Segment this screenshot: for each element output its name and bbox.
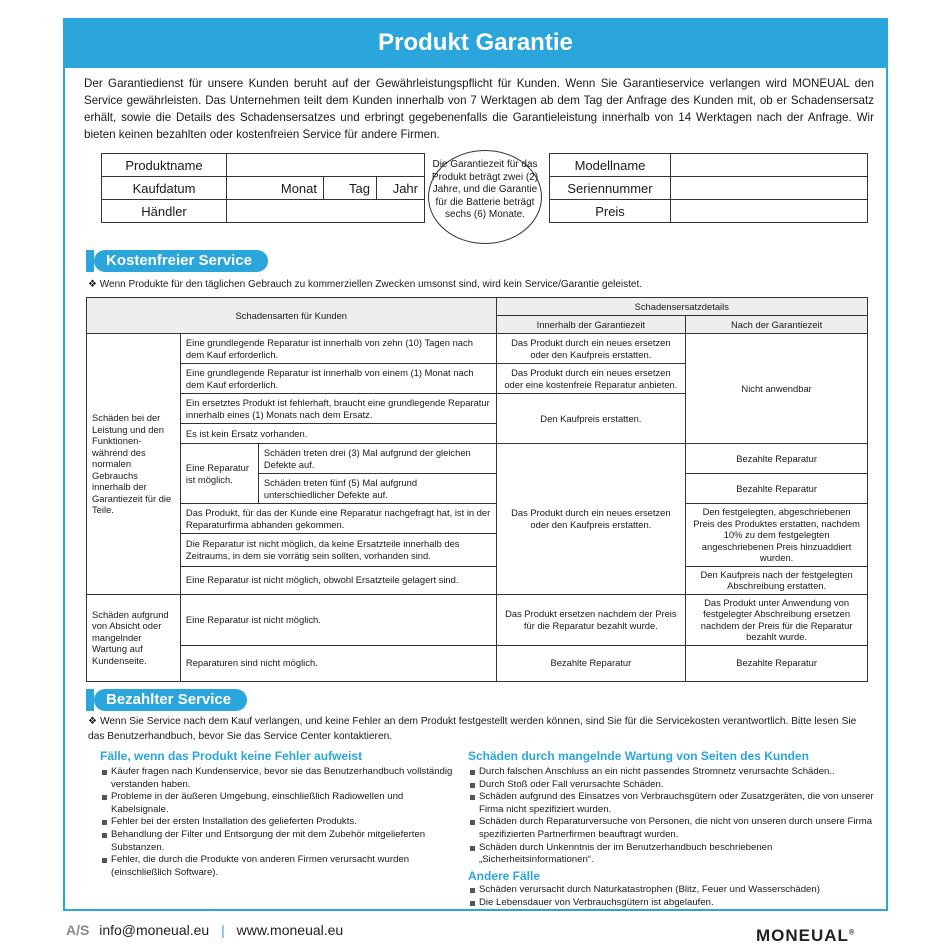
footer-web-link[interactable]: www.moneual.eu bbox=[236, 922, 344, 938]
within-cell: Den Kaufpreis erstatten. bbox=[496, 394, 686, 444]
intro-paragraph: Der Garantiedienst für unsere Kunden beruht auf der Gewährleistungspflicht für Kunden. Wenn Sie Garantieservice verlangen wird MONEUAL den Service gewährleisten. Das Unternehmen teilt dem Kunden innerhalb von 7 Werktagen ab dem Tag der Anfrage des Kunden mit, ob er Schadensersatz erhält, sowie die Details des Schadensersatzes und erbringt gegebenenfalls die Garantieleistung innerhalb von 14 Werktagen nach der Anfrage. Wir bieten keinen bezahlten oder kostenfreien Service für andere Firmen. bbox=[84, 77, 874, 141]
other-cases-title: Andere Fälle bbox=[468, 869, 541, 883]
free-service-title: Kostenfreier Service bbox=[106, 252, 252, 269]
kaufdatum-label: Kaufdatum bbox=[102, 177, 227, 200]
list-item: Fehler bei der ersten Installation des gelieferten Produkts. bbox=[102, 816, 462, 829]
other-cases-list bbox=[470, 884, 876, 909]
after-cell: Bezahlte Reparatur bbox=[686, 444, 868, 474]
after-cell: Das Produkt unter Anwendung von festgelegter Abschreibung ersetzen nachdem der Preis für die Reparatur bezahlt wurde. bbox=[686, 594, 868, 645]
page-title: Produkt Garantie bbox=[63, 18, 888, 68]
group-misuse: Schäden aufgrund von Absicht oder mangelnder Wartung auf Kundenseite. bbox=[87, 594, 181, 681]
table-row: Reparaturen sind nicht möglich. bbox=[180, 645, 496, 681]
maintenance-list bbox=[470, 766, 876, 867]
list-item: Durch Stoß oder Fall verursachte Schäden. bbox=[470, 779, 876, 792]
table-row: Die Reparatur ist nicht möglich, da keine Ersatzteile innerhalb des Zeitraums, in dem sie vorrätig sein sollten, vorhanden sind. bbox=[180, 534, 496, 566]
table-row: Ein ersetztes Produkt ist fehlerhaft, braucht eine grundlegende Reparatur innerhalb eines (1) Monats nach dem Ersatz. bbox=[180, 394, 496, 424]
list-item: Schäden durch Reparaturversuche von Personen, die nicht von unseren durch unsere Firma spezifizierten Partnerfirmen beauftragt wurden. bbox=[470, 816, 876, 841]
as-label: A/S bbox=[66, 922, 90, 938]
logo-registered-mark: ® bbox=[848, 929, 856, 937]
table-row: Es ist kein Ersatz vorhanden. bbox=[180, 424, 496, 444]
list-item: Käufer fragen nach Kundenservice, bevor sie das Benutzerhandbuch vollständig verstanden haben. bbox=[102, 766, 462, 791]
after-cell: Bezahlte Reparatur bbox=[686, 474, 868, 504]
seriennummer-label: Seriennummer bbox=[550, 177, 671, 200]
no-defect-list bbox=[102, 766, 462, 879]
footer-contact bbox=[66, 922, 343, 938]
within-cell: Das Produkt durch ein neues ersetzen oder den Kaufpreis erstatten. bbox=[496, 444, 686, 595]
monat-field[interactable]: Monat bbox=[227, 177, 324, 200]
produktname-label: Produktname bbox=[102, 154, 227, 177]
footer-separator: | bbox=[221, 922, 225, 938]
after-cell: Den Kaufpreis nach der festgelegten Abschreibung erstatten. bbox=[686, 566, 868, 594]
free-service-note: ❖ Wenn Produkte für den täglichen Gebrauch zu kommerziellen Zwecken umsonst sind, wird kein Service/Garantie geleistet. bbox=[88, 279, 643, 290]
within-cell: Das Produkt durch ein neues ersetzen oder den Kaufpreis erstatten. bbox=[496, 334, 686, 364]
table-row: Das Produkt, für das der Kunde eine Reparatur nachgefragt hat, ist in der Reparaturfirma abhanden gekommen. bbox=[180, 504, 496, 534]
haendler-label: Händler bbox=[102, 200, 227, 223]
list-item: Fehler, die durch die Produkte von anderen Firmen verursacht wurden (einschließlich Software). bbox=[102, 854, 462, 879]
tag-field[interactable]: Tag bbox=[324, 177, 377, 200]
seriennummer-field[interactable] bbox=[671, 177, 868, 200]
damage-types-header: Schadensarten für Kunden bbox=[87, 298, 497, 334]
preis-field[interactable] bbox=[671, 200, 868, 223]
jahr-field[interactable]: Jahr bbox=[377, 177, 425, 200]
list-item: Behandlung der Filter und Entsorgung der mit dem Zubehör mitgelieferten Substanzen. bbox=[102, 829, 462, 854]
list-item: Schäden durch Unkenntnis der im Benutzerhandbuch beschriebenen „Sicherheitsinformationen“. bbox=[470, 842, 876, 867]
table-row: Eine grundlegende Reparatur ist innerhalb von zehn (10) Tagen nach dem Kauf erforderlich. bbox=[180, 334, 496, 364]
within-cell: Das Produkt durch ein neues ersetzen oder eine kostenfreie Reparatur anbieten. bbox=[496, 364, 686, 394]
paid-service-note: ❖ Wenn Sie Service nach dem Kauf verlangen, und keine Fehler an dem Produkt festgestellt werden können, sind Sie für die Servicekosten verantwortlich. Bitte lesen Sie das Benutzerhandbuch, bevor Sie das Service Center kontaktieren. bbox=[88, 716, 857, 742]
repair-possible-label: Eine Reparatur ist möglich. bbox=[180, 444, 258, 504]
table-row: Eine Reparatur ist nicht möglich, obwohl Ersatzteile gelagert sind. bbox=[180, 566, 496, 594]
table-row: Schäden treten drei (3) Mal aufgrund der gleichen Defekte auf. bbox=[258, 444, 496, 474]
after-cell: Nicht anwendbar bbox=[686, 334, 868, 444]
table-row: Schäden treten fünf (5) Mal aufgrund unterschiedlicher Defekte auf. bbox=[258, 474, 496, 504]
damage-table bbox=[86, 297, 868, 682]
group-normal-use: Schäden bei der Leistung und den Funktionen- während des normalen Gebrauchs innerhalb der Garantiezeit für die Teile. bbox=[87, 334, 181, 595]
list-item: Schäden aufgrund des Einsatzes von Verbrauchsgütern oder Zusatzgeräten, die von unserer Firma nicht spezifiziert wurden. bbox=[470, 791, 876, 816]
within-header: Innerhalb der Garantiezeit bbox=[496, 316, 686, 334]
details-header: Schadensersatzdetails bbox=[496, 298, 868, 316]
after-cell: Den festgelegten, abgeschriebenen Preis des Produktes erstatten, nachdem 10% zu dem festgelegten angeschriebenen Preis hinzuaddiert wurden. bbox=[686, 504, 868, 567]
after-cell: Bezahlte Reparatur bbox=[686, 645, 868, 681]
haendler-field[interactable] bbox=[227, 200, 425, 223]
model-info-table bbox=[549, 153, 868, 223]
table-row: Eine Reparatur ist nicht möglich. bbox=[180, 594, 496, 645]
paid-service-title: Bezahlter Service bbox=[106, 691, 232, 708]
no-defect-title: Fälle, wenn das Produkt keine Fehler aufweist bbox=[100, 749, 363, 763]
maintenance-title: Schäden durch mangelnde Wartung von Seiten des Kunden bbox=[468, 749, 809, 763]
list-item: Probleme in der äußeren Umgebung, einschließlich Radiowellen und Kabelsignale. bbox=[102, 791, 462, 816]
modellname-field[interactable] bbox=[671, 154, 868, 177]
moneual-logo bbox=[756, 926, 855, 946]
warranty-period-circle: Die Garantiezeit für das Produkt beträgt zwei (2) Jahre, und die Garantie für die Batterie beträgt sechs (6) Monate. bbox=[428, 150, 542, 244]
within-cell: Bezahlte Reparatur bbox=[496, 645, 686, 681]
footer-email-link[interactable]: info@moneual.eu bbox=[99, 922, 210, 938]
list-item: Schäden verursacht durch Naturkatastrophen (Blitz, Feuer und Wasserschäden) bbox=[470, 884, 876, 897]
produktname-field[interactable] bbox=[227, 154, 425, 177]
table-row: Eine grundlegende Reparatur ist innerhalb von einem (1) Monat nach dem Kauf erforderlich. bbox=[180, 364, 496, 394]
preis-label: Preis bbox=[550, 200, 671, 223]
within-cell: Das Produkt ersetzen nachdem der Preis für die Reparatur bezahlt wurde. bbox=[496, 594, 686, 645]
product-info-table bbox=[101, 153, 425, 223]
after-header: Nach der Garantiezeit bbox=[686, 316, 868, 334]
logo-text: MONEUAL bbox=[756, 926, 849, 945]
paid-service-heading bbox=[94, 689, 247, 711]
modellname-label: Modellname bbox=[550, 154, 671, 177]
list-item: Durch falschen Anschluss an ein nicht passendes Stromnetz verursachte Schäden.. bbox=[470, 766, 876, 779]
free-service-heading bbox=[94, 250, 268, 272]
list-item: Die Lebensdauer von Verbrauchsgütern ist abgelaufen. bbox=[470, 897, 876, 910]
